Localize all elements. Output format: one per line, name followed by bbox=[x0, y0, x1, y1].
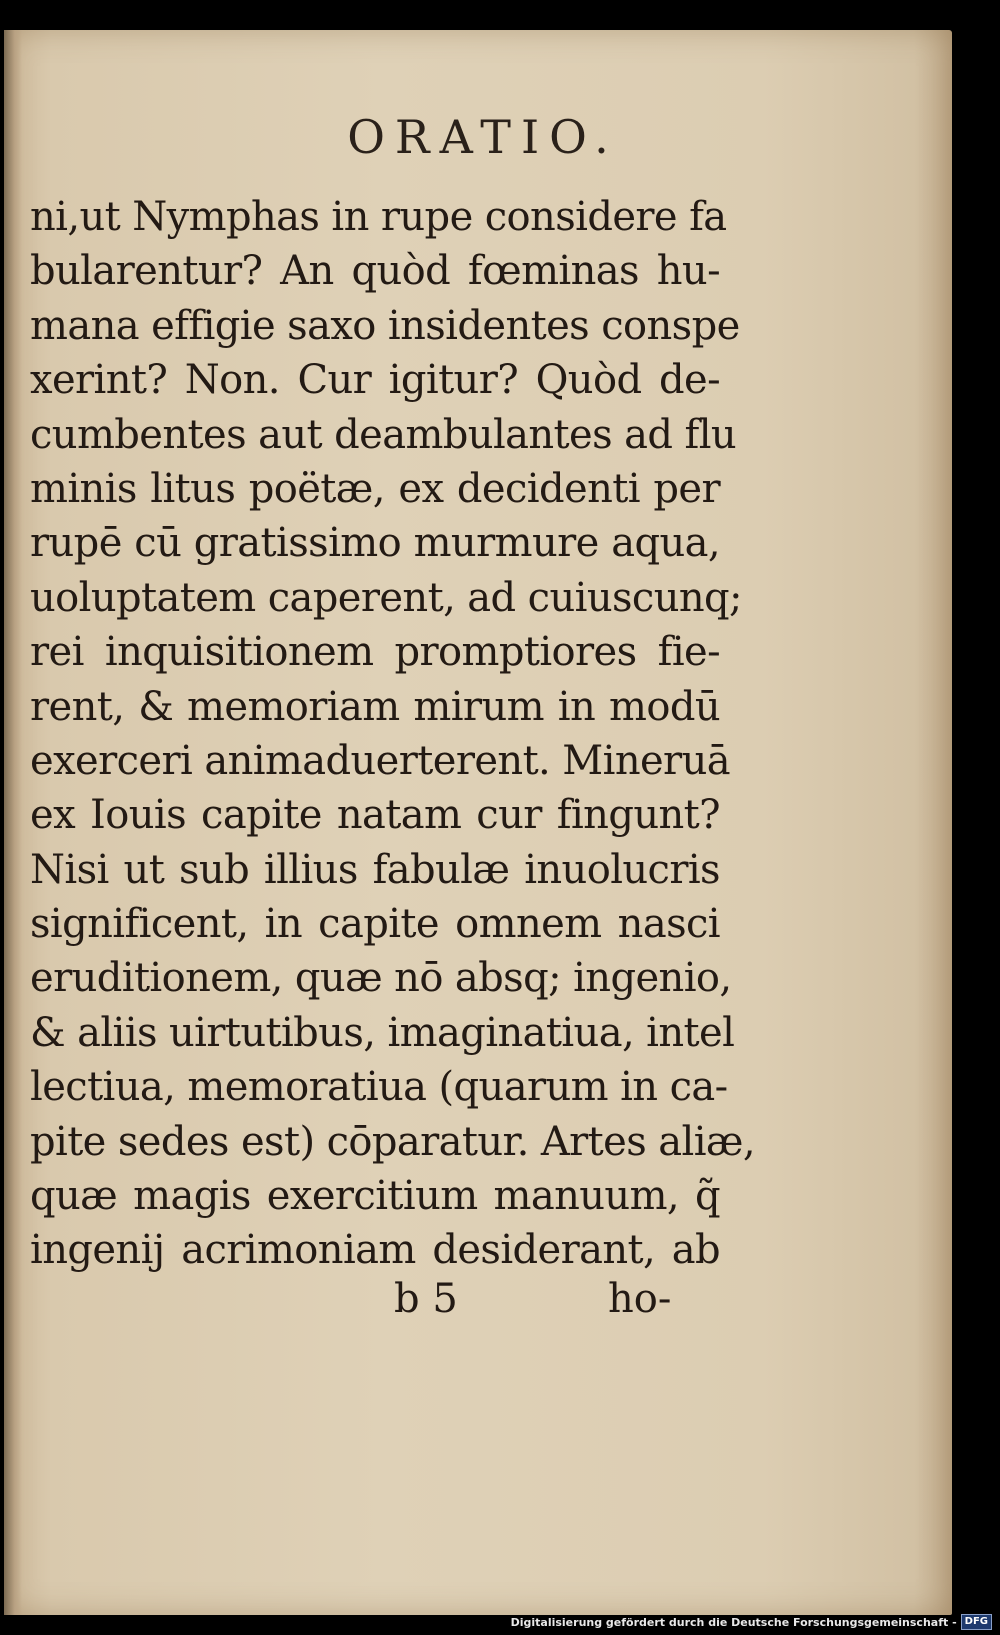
signature-mark: b 5 bbox=[394, 1276, 458, 1322]
text-line: & aliis uirtutibus, imaginatiua, intel bbox=[30, 1009, 735, 1056]
text-line: lectiua, memoratiua (quarum in ca- bbox=[30, 1064, 728, 1111]
dfg-logo: DFG bbox=[961, 1614, 992, 1630]
text-line: rupē cū gratissimo murmure aqua, bbox=[30, 520, 720, 567]
page-spine-shadow bbox=[4, 30, 22, 1615]
running-header: ORATIO. bbox=[347, 110, 619, 164]
text-line: uoluptatem caperent, ad cuiuscunq; bbox=[30, 574, 742, 621]
text-line: cumbentes aut deambulantes ad flu bbox=[30, 411, 737, 458]
text-line: significent, in capite omnem nasci bbox=[30, 901, 720, 948]
text-line: exerceri animaduerterent. Mineruā bbox=[30, 737, 730, 784]
text-line: rei inquisitionem promptiores fie- bbox=[30, 629, 720, 676]
text-line: eruditionem, quæ nō absq; ingenio, bbox=[30, 955, 732, 1002]
text-line: bularentur? An quòd fœminas hu- bbox=[30, 248, 720, 295]
text-line: minis litus poëtæ, ex decidenti per bbox=[30, 465, 720, 512]
text-line: quæ magis exercitium manuum, q̃ bbox=[30, 1173, 720, 1220]
text-line: ni,ut Nymphas in rupe considere fa bbox=[30, 194, 727, 240]
text-line: ex Iouis capite natam cur fingunt? bbox=[30, 792, 720, 839]
catchword: ho- bbox=[608, 1276, 672, 1322]
digitization-credit bbox=[511, 1611, 992, 1633]
text-line: xerint? Non. Cur igitur? Quòd de- bbox=[30, 357, 720, 404]
credit-text: Digitalisierung gefördert durch die Deutsche Forschungsgemeinschaft - bbox=[510, 1615, 957, 1629]
text-line: mana effigie saxo insidentes conspe bbox=[30, 302, 740, 349]
body-text bbox=[30, 190, 756, 1278]
text-line: rent, & memoriam mirum in modū bbox=[30, 683, 720, 730]
book-page bbox=[4, 30, 952, 1615]
text-line: ingenij acrimoniam desiderant, ab bbox=[30, 1227, 720, 1274]
text-line: Nisi ut sub illius fabulæ inuolucris bbox=[30, 846, 720, 893]
text-line: pite sedes est) cōparatur. Artes aliæ, bbox=[30, 1118, 756, 1165]
